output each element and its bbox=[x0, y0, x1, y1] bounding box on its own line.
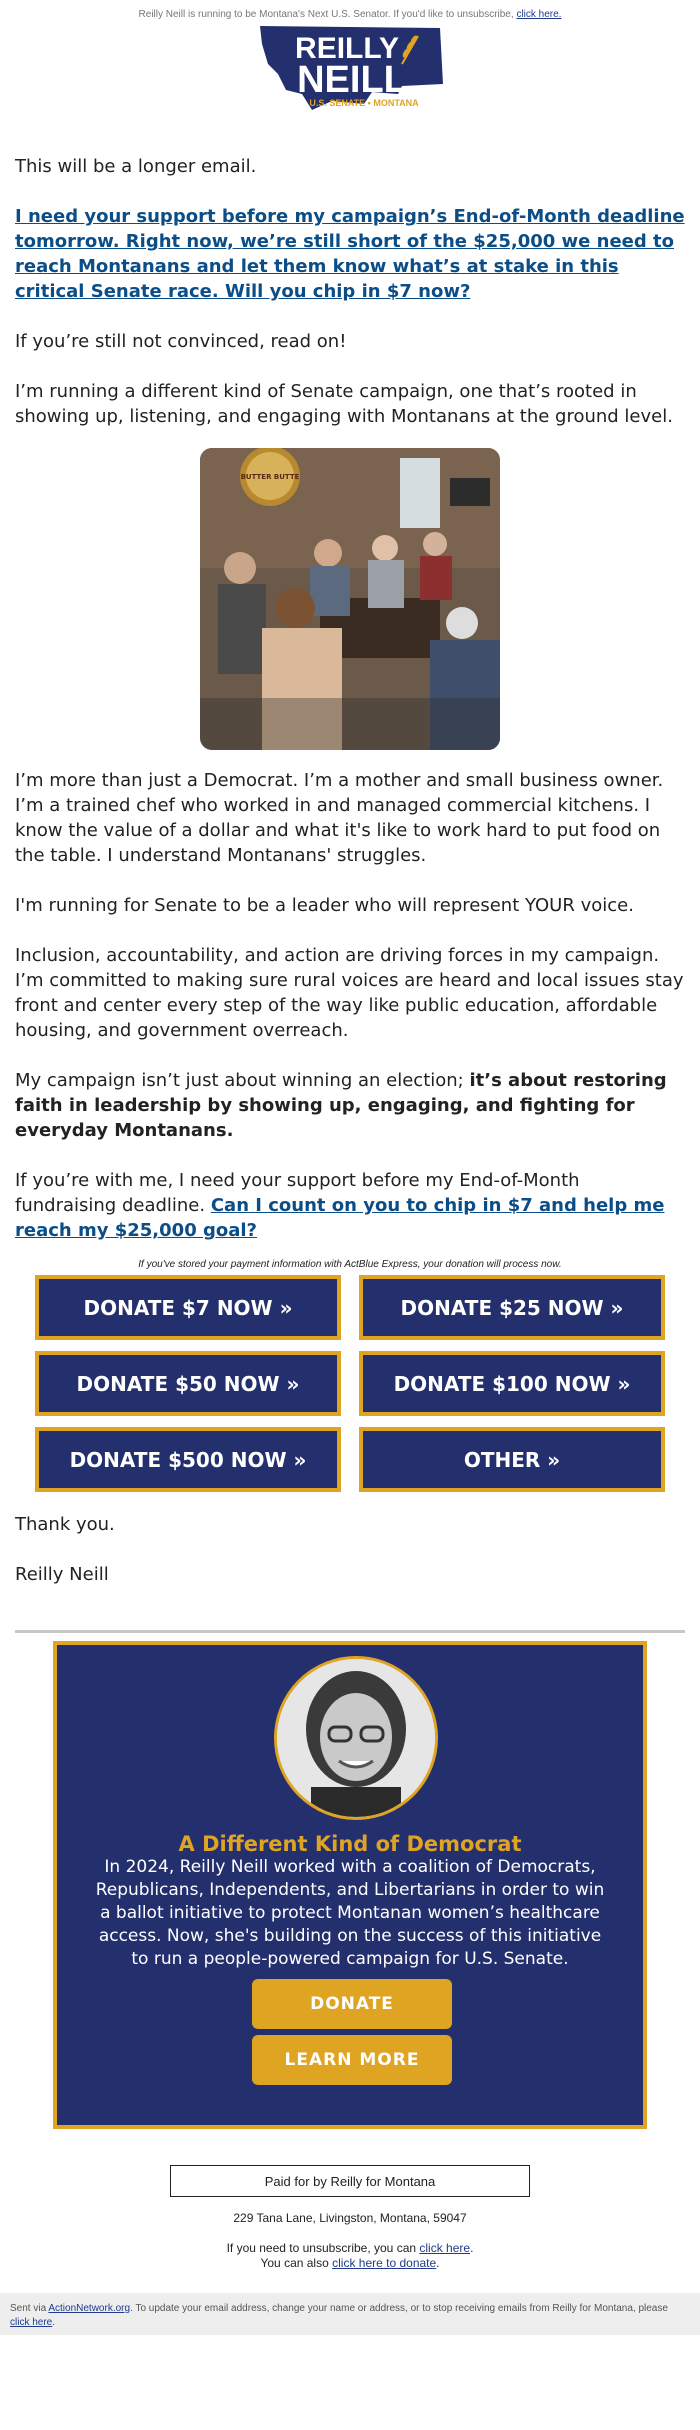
values-paragraph: Inclusion, accountability, and action are driving forces in my campaign. I’m committed to making sure rural voices are heard and local issues stay front and center every step of the way like public education, affordable housing, and government overreach. bbox=[15, 945, 684, 1041]
logo-line1: REILLY bbox=[295, 32, 399, 65]
logo-tagline: U.S. SENATE • MONTANA bbox=[309, 98, 419, 108]
preheader-unsubscribe-link[interactable]: click here. bbox=[516, 9, 562, 20]
card-body: In 2024, Reilly Neill worked with a coalition of Democrats, Republicans, Independents, and Libertarians in order to win a ballot initiative to protect Montanan women’s healthcare access. Now, she's building on the success of this initiative to run a people-powered campaign for U.S. Senate. bbox=[95, 1857, 605, 1969]
logo-line2: NEILL bbox=[297, 59, 407, 101]
signature-name: Reilly Neill bbox=[15, 1564, 109, 1585]
thank-you: Thank you. bbox=[15, 1514, 115, 1535]
footer-sent-via: Sent via bbox=[10, 2303, 49, 2314]
donate-100-button[interactable]: DONATE $100 NOW » bbox=[359, 1351, 665, 1416]
deadline-appeal-link[interactable]: I need your support before my campaign’s End-of-Month deadline tomorrow. Right now, we’re still short of the $25,000 we need to reach Montanans and let them know what’s at stake in this critical Senate race. Will you chip in $7 now? bbox=[15, 206, 685, 302]
ask-goal-link[interactable]: Can I count on you to chip in $7 and help me reach my $25,000 goal? bbox=[15, 1195, 665, 1241]
footer-unsubscribe-link[interactable]: click here bbox=[10, 2317, 53, 2328]
donate-50-button[interactable]: DONATE $50 NOW » bbox=[35, 1351, 341, 1416]
convince-paragraph: If you’re still not convinced, read on! bbox=[15, 331, 347, 352]
unsubscribe-block: If you need to unsubscribe, you can click here. You can also click here to donate. bbox=[226, 2241, 474, 2270]
campaign-address: 229 Tana Lane, Livingston, Montana, 59047 bbox=[233, 2211, 467, 2225]
mission-paragraph bbox=[15, 1068, 685, 1143]
about-paragraph: I’m more than just a Democrat. I’m a mother and small business owner. I’m a trained chef who worked in and managed commercial kitchens. I know the value of a dollar and what it's like to work hard to put food on the table. I understand Montanans' struggles. bbox=[15, 770, 664, 866]
card-donate-button[interactable]: DONATE bbox=[252, 1979, 452, 2029]
actblue-note: If you've stored your payment information with ActBlue Express, your donation will process now. bbox=[138, 1259, 562, 1270]
ask-text: If you’re with me, I need your support before my End-of-Month fundraising deadline. bbox=[15, 1170, 580, 1216]
campaign-logo bbox=[0, 24, 700, 132]
donate-500-button[interactable]: DONATE $500 NOW » bbox=[35, 1427, 341, 1492]
footer: Sent via ActionNetwork.org. To update your email address, change your name or address, or to stop receiving emails from Reilly for Montana, please click here. bbox=[0, 2293, 700, 2335]
mission-text: My campaign isn’t just about winning an election; bbox=[15, 1070, 470, 1091]
unsubscribe-text: If you need to unsubscribe, you can bbox=[226, 2241, 420, 2255]
donate-text: You can also bbox=[260, 2256, 333, 2270]
mission-bold: it’s about restoring faith in leadership by showing up, engaging, and fighting for everyday Montanans. bbox=[15, 1070, 667, 1141]
campaign-paragraph: I’m running a different kind of Senate campaign, one that’s rooted in showing up, listening, and engaging with Montanans at the ground level. bbox=[15, 381, 673, 427]
intro-paragraph: This will be a longer email. bbox=[15, 156, 257, 177]
preheader-text: Reilly Neill is running to be Montana's Next U.S. Senator. If you'd like to unsubscribe, bbox=[138, 9, 517, 20]
ask-paragraph bbox=[15, 1168, 685, 1243]
voice-paragraph: I'm running for Senate to be a leader who will represent YOUR voice. bbox=[15, 895, 634, 916]
donate-other-button[interactable]: OTHER » bbox=[359, 1427, 665, 1492]
donate-link[interactable]: click here to donate bbox=[332, 2256, 437, 2270]
donate-25-button[interactable]: DONATE $25 NOW » bbox=[359, 1275, 665, 1340]
bio-card bbox=[53, 1641, 647, 2129]
donate-7-button[interactable]: DONATE $7 NOW » bbox=[35, 1275, 341, 1340]
unsubscribe-link[interactable]: click here bbox=[419, 2241, 471, 2255]
photo-sign: BUTTER BUTTE bbox=[240, 473, 300, 481]
paid-for-box: Paid for by Reilly for Montana bbox=[170, 2165, 530, 2197]
town-hall-photo bbox=[200, 448, 500, 750]
card-title: A Different Kind of Democrat bbox=[178, 1832, 522, 1856]
donate-buttons bbox=[0, 1275, 700, 1492]
email-body bbox=[0, 154, 700, 1243]
footer-text: . To update your email address, change your name or address, or to stop receiving emails from Reilly for Montana, please bbox=[130, 2303, 668, 2314]
actionnetwork-link[interactable]: ActionNetwork.org bbox=[48, 2303, 131, 2314]
avatar bbox=[274, 1656, 438, 1820]
learn-more-button[interactable]: LEARN MORE bbox=[252, 2035, 452, 2085]
preheader bbox=[0, 0, 700, 24]
divider bbox=[15, 1630, 685, 1633]
